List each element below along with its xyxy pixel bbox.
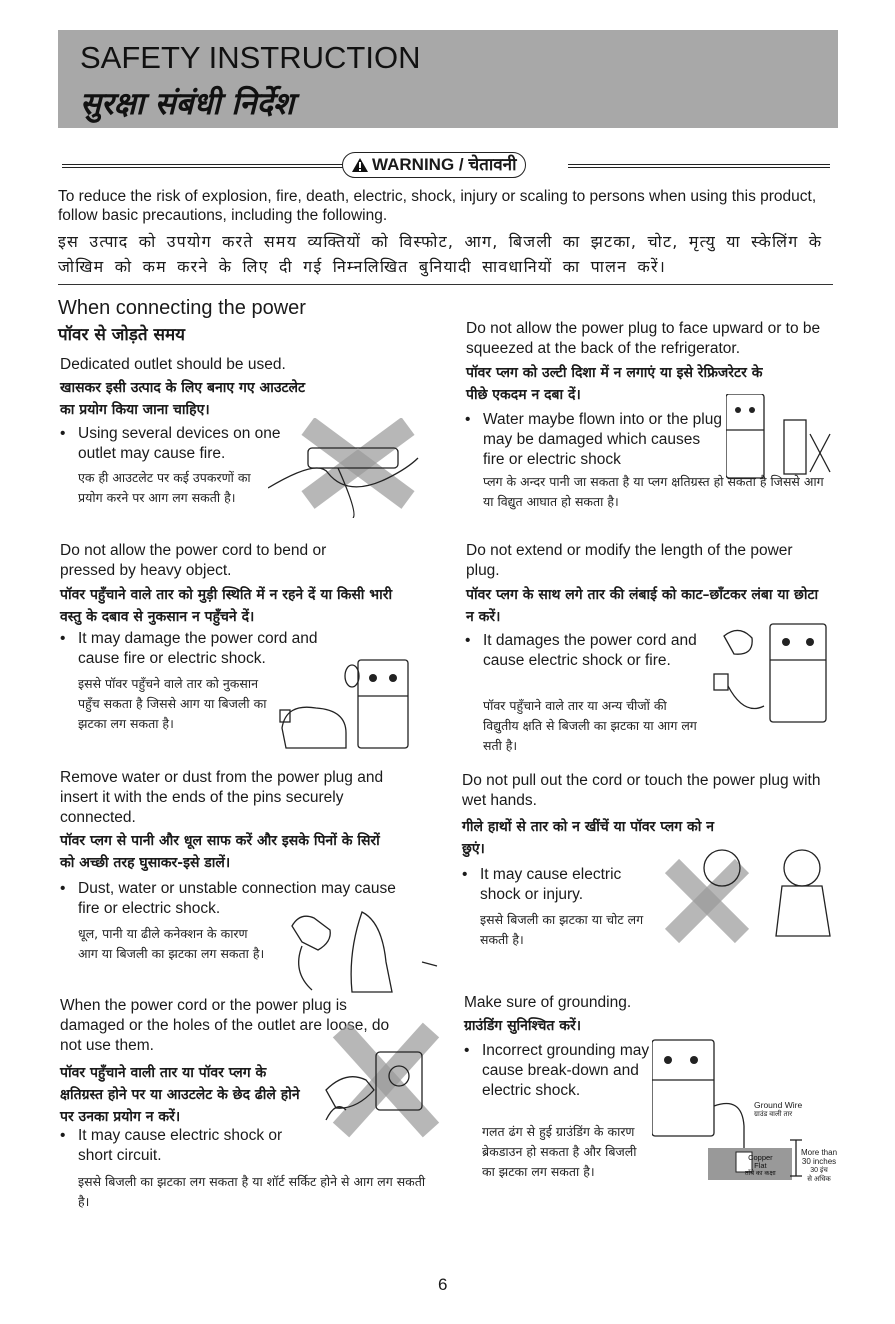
- copper-hi-text: ताँबे का कक्षा: [745, 1170, 776, 1177]
- intro-text-hi: इस उत्पाद को उपयोग करते समय व्यक्तियों को विस्फोट, आग, बिजली का झटका, चोट, मृत्यु या स्केलिंग के जोखिम को कम करने के लिए दी गई निम्नलिखित बुनियादी सावधानियों का पालन करें।: [58, 232, 823, 276]
- ground-wire-en: Ground Wire: [754, 1100, 803, 1110]
- depth-text-2: 30 inches: [801, 1157, 837, 1166]
- item-bullet-hi: धूल, पानी या ढीले कनेक्शन के कारण आग या बिजली का झटका लग सकता है।: [78, 926, 265, 961]
- item-heading-hi: ग्राउंडिंग सुनिश्चित करें।: [464, 1018, 582, 1034]
- extension-cord-illustration: [704, 616, 834, 726]
- item-bullet-en: • Incorrect grounding may cause break-down and electric shock.: [482, 1041, 662, 1101]
- ground-wire-hi: ग्राउंड वाली तार: [754, 1111, 793, 1118]
- item-bullet-hi: इससे पॉवर पहुँचने वाले तार को नुकसान पहुँच सकता है जिससे आग या बिजली का झटका लग सकता है।: [78, 676, 267, 731]
- item-bullet-en: • It may cause electric shock or injury.: [480, 865, 650, 905]
- item-bullet-en: • Dust, water or unstable connection may cause fire or electric shock.: [78, 879, 408, 919]
- copper-label: [745, 1154, 776, 1178]
- item-bullet-en: • Using several devices on one outlet may cause fire.: [78, 424, 288, 464]
- item-heading-hi: पॉवर प्लग के साथ लगे तार की लंबाई को काट–छाँटकर लंबा या छोटा न करें।: [466, 587, 819, 625]
- flat-text: Flat: [754, 1161, 767, 1170]
- copper-text: Copper: [748, 1153, 773, 1162]
- depth-hi-2: से अधिक: [807, 1176, 831, 1183]
- warning-label: WARNING / चेतावनी: [372, 155, 517, 174]
- page-title-hi: सुरक्षा संबंधी निर्देश: [80, 86, 295, 122]
- item-bullet-hi: गलत ढंग से हुई ग्राउंडिंग के कारण ब्रेकडाउन हो सकता है और बिजली का झटका लग सकता है।: [482, 1124, 637, 1179]
- section-title-en: When connecting the power: [58, 297, 306, 319]
- item-heading-hi: पॉवर प्लग को उल्टी दिशा में न लगाएं या इसे रेफ्रिजरेटर के पीछे एकदम न दबा दें।: [466, 365, 763, 403]
- item-heading-en: Do not allow the power cord to bend or pressed by heavy object.: [60, 542, 327, 579]
- damaged-outlet-illustration: [316, 1020, 446, 1140]
- item-heading-en: Make sure of grounding.: [464, 994, 632, 1011]
- section-title-hi: पॉवर से जोड़ते समय: [58, 325, 186, 345]
- item-heading-hi: पॉवर पहुँचाने वाले तार को मुड़ी स्थिति में न रहने दें या किसी भारी वस्तु के दबाव से नुकसान न पहुँचने दें।: [60, 587, 393, 625]
- title-banner: [58, 30, 838, 128]
- warning-rule-left: [62, 164, 344, 168]
- item-bullet-hi: पॉवर पहुँचाने वाले तार या अन्य चीजों की विद्युतीय क्षति से बिजली का झटका या आग लग सती है।: [483, 698, 697, 753]
- item-heading-hi: गीले हाथों से तार को न खींचें या पॉवर प्लग को न छुएं।: [462, 819, 715, 857]
- intro-text-en: To reduce the risk of explosion, fire, death, electric, shock, injury or scaling to persons when using this product, follow basic precautions, including the following.: [58, 188, 817, 224]
- item-bullet-en: • It may damage the power cord and cause fire or electric shock.: [78, 629, 338, 669]
- depth-label: [801, 1148, 837, 1184]
- wet-plug-illustration: [272, 902, 442, 994]
- item-bullet-en: • It damages the power cord and cause electric shock or fire.: [483, 631, 703, 671]
- item-heading-hi: पॉवर प्लग से पानी और धूल साफ करें और इसके पिनों के सिरों को अच्छी तरह घुसाकर-इसे डालें।: [60, 833, 380, 871]
- item-bullet-en: • It may cause electric shock or short circuit.: [78, 1126, 318, 1166]
- warning-triangle-icon: [351, 157, 369, 173]
- depth-hi-1: 30 इंच: [810, 1167, 828, 1174]
- item-bullet-hi: प्लग के अन्दर पानी जा सकता है या प्लग क्षतिग्रस्त हो सकता है जिससे आग या विद्युत आघात हो सकता है।: [483, 474, 824, 509]
- fridge-plug-illustration: [726, 394, 836, 480]
- item-heading-en: Remove water or dust from the power plug and insert it with the ends of the pins securely connected.: [60, 769, 384, 826]
- item-bullet-hi: इससे बिजली का झटका लग सकता है या शॉर्ट सर्किट होने से आग लग सकती है।: [78, 1174, 426, 1209]
- divider: [58, 284, 833, 285]
- page-title-en: SAFETY INSTRUCTION: [80, 40, 421, 75]
- warning-badge: [342, 152, 526, 178]
- cord-under-chair-illustration: [276, 648, 416, 754]
- item-heading-en: Do not allow the power plug to face upward or to be squeezed at the back of the refrigerator.: [466, 320, 821, 357]
- page-number: 6: [438, 1275, 448, 1294]
- item-heading-hi: खासकर इसी उत्पाद के लिए बनाए गए आउटलेट का प्रयोग किया जाना चाहिए।: [60, 380, 306, 418]
- item-heading-hi: पॉवर पहुँचाने वाली तार या पॉवर प्लग के क्षतिग्रस्त होने पर या आउटलेट के छेद ढीले होने पर उनका प्रयोग न करें।: [60, 1065, 300, 1125]
- warning-rule-right: [568, 164, 830, 168]
- item-heading-en: When the power cord or the power plug is damaged or the holes of the outlet are loose, do not use them.: [60, 997, 390, 1054]
- item-heading-en: Do not extend or modify the length of the power plug.: [466, 542, 793, 579]
- power-strip-illustration: [268, 418, 428, 518]
- ground-wire-label: [754, 1101, 802, 1119]
- wet-hands-illustration: [652, 836, 842, 946]
- item-bullet-en: • Water maybe flown into or the plug may be damaged which causes fire or electric shock: [483, 410, 723, 470]
- item-heading-en: Dedicated outlet should be used.: [60, 356, 286, 373]
- depth-text-1: More than: [801, 1148, 838, 1157]
- item-bullet-hi: एक ही आउटलेट पर कई उपकरणों का प्रयोग करने पर आग लग सकती है।: [78, 470, 251, 505]
- item-bullet-hi: इससे बिजली का झटका या चोट लग सकती है।: [480, 912, 644, 947]
- item-heading-en: Do not pull out the cord or touch the power plug with wet hands.: [462, 772, 821, 809]
